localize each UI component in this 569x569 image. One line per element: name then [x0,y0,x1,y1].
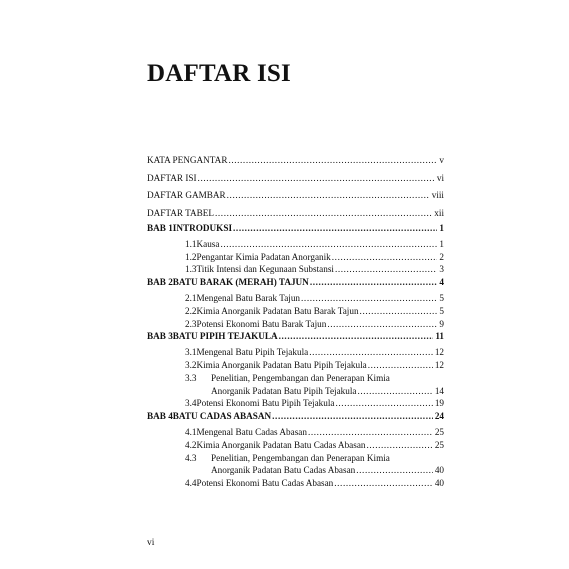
entry-title: Titik Intensi dan Kegunaan Substansi [196,264,334,275]
entry-number: 4.1 [185,426,197,437]
toc-chapter-entry [147,410,444,423]
entry-number: 4.4 [185,478,197,489]
entry-page: 14 [434,385,444,396]
entry-number: BAB 2 [147,277,173,288]
entry-number: 2.2 [185,305,197,316]
entry-title: BATU BARAK (MERAH) TAJUN [172,277,309,288]
toc-front-entry [147,187,444,205]
dot-leader [301,292,437,305]
dot-leader [309,346,433,359]
entry-page: 12 [434,347,444,358]
dot-leader [233,222,437,235]
toc-chapter-entry [147,276,444,289]
entry-title: Potensi Ekonomi Batu Barak Tajun [196,318,327,329]
dot-leader [357,385,432,398]
toc-section-entry [147,359,444,372]
entry-page: 5 [439,305,444,316]
entry-page: 4 [439,277,444,288]
toc-front-entry [147,152,444,170]
entry-number: 1.2 [185,251,197,262]
entry-number: 3.4 [185,398,197,409]
dot-leader [272,410,433,423]
toc-front-entry [147,170,444,188]
entry-page: 2 [439,251,444,262]
toc-section-entry [147,346,444,359]
page-title: DAFTAR ISI [147,60,291,87]
entry-page: 3 [439,264,444,275]
entry-page: 40 [434,465,444,476]
entry-title: Potensi Ekonomi Batu Cadas Abasan [196,478,334,489]
entry-page: 9 [439,318,444,329]
entry-title: BATU PIPIH TEJAKULA [172,331,278,342]
entry-title: Mengenal Batu Barak Tajun [196,292,301,303]
entry-page: viii [431,190,444,200]
entry-title: Kausa [196,238,220,249]
toc-section-entry [147,452,444,465]
toc-section-entry [147,305,444,318]
entry-number: 1.1 [185,238,197,249]
entry-number: 2.3 [185,318,197,329]
entry-title: BATU CADAS ABASAN [172,411,272,422]
toc-section-entry [147,251,444,264]
entry-title: DAFTAR ISI [147,172,197,183]
entry-number: 3.2 [185,359,197,370]
entry-page: 1 [439,238,444,249]
entry-number: 3.3 [185,372,197,383]
entry-title: Mengenal Batu Pipih Tejakula [196,347,309,358]
toc-front-entry [147,205,444,223]
toc-section-entry-continued [147,464,444,477]
entry-title: Anorganik Padatan Batu Cadas Abasan [211,465,356,476]
entry-page: 25 [434,426,444,437]
entry-page: 5 [439,292,444,303]
entry-page: 24 [434,411,444,422]
dot-leader [356,464,433,477]
toc-section-entry [147,372,444,385]
entry-title: DAFTAR TABEL [147,207,215,218]
table-of-contents [147,152,444,490]
entry-title: Mengenal Batu Cadas Abasan [196,426,307,437]
entry-number: 3.1 [185,347,197,358]
dot-leader [336,397,433,410]
dot-leader [310,276,438,289]
dot-leader [368,359,433,372]
toc-section-entry [147,263,444,276]
dot-leader [308,426,433,439]
toc-section-entry-continued [147,385,444,398]
toc-chapter-entry [147,330,444,343]
dot-leader [334,477,433,490]
entry-number: 4.2 [185,439,197,450]
entry-number: BAB 1 [147,223,173,233]
toc-section-entry [147,292,444,305]
toc-section-entry [147,426,444,439]
dot-leader [198,170,435,188]
entry-title: KATA PENGANTAR [147,155,228,165]
entry-title: Kimia Anorganik Padatan Batu Barak Tajun [196,305,359,316]
toc-section-entry [147,318,444,331]
dot-leader [215,205,432,223]
entry-page: 40 [434,478,444,489]
entry-page: 12 [434,359,444,370]
entry-page: 19 [434,398,444,409]
entry-title: Potensi Ekonomi Batu Pipih Tejakula [196,398,335,409]
entry-title: Penelitian, Pengembangan dan Penerapan Kimia [211,372,390,383]
dot-leader [327,318,437,331]
entry-title: Penelitian, Pengembangan dan Penerapan Kimia [211,452,390,463]
toc-section-entry [147,439,444,452]
entry-title: Kimia Anorganik Padatan Batu Cadas Abasan [196,439,366,450]
entry-title: DAFTAR GAMBAR [147,190,226,200]
dot-leader [360,305,438,318]
entry-number: 1.3 [185,264,197,275]
page-number: vi [147,538,155,548]
entry-page: 25 [434,439,444,450]
dot-leader [228,152,437,170]
entry-title: Kimia Anorganik Padatan Batu Pipih Tejakula [196,359,367,370]
toc-section-entry [147,477,444,490]
toc-chapter-entry [147,222,444,235]
entry-page: 11 [435,331,444,342]
dot-leader [227,187,430,205]
entry-number: BAB 4 [147,411,173,422]
dot-leader [220,238,437,251]
toc-section-entry [147,397,444,410]
dot-leader [367,439,433,452]
entry-number: 4.3 [185,452,197,463]
entry-number: 2.1 [185,292,197,303]
entry-title: Pengantar Kimia Padatan Anorganik [196,251,331,262]
entry-page: 1 [439,223,444,233]
dot-leader [335,263,437,276]
entry-page: v [439,155,444,165]
dot-leader [332,251,438,264]
dot-leader [279,330,434,343]
entry-number: BAB 3 [147,331,173,342]
entry-page: xii [434,207,444,218]
toc-section-entry [147,238,444,251]
entry-page: vi [436,172,444,183]
entry-title: Anorganik Padatan Batu Pipih Tejakula [211,385,357,396]
entry-title: INTRODUKSI [172,223,233,233]
